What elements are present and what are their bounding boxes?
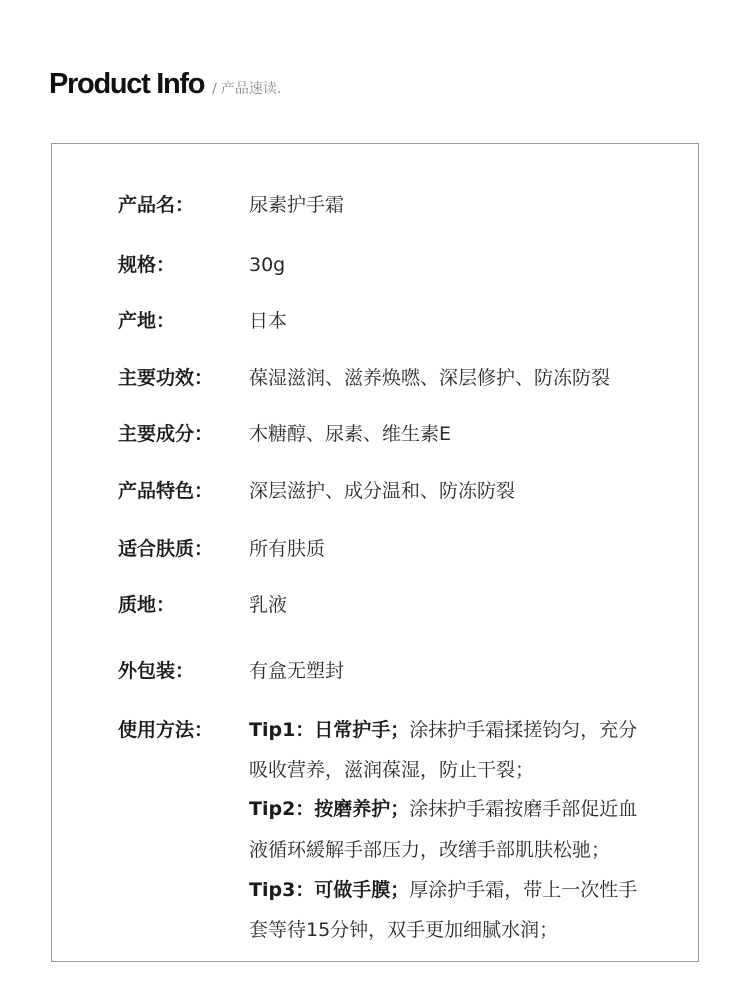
info-value: 所有肤质	[249, 538, 326, 560]
tip-text: 液循环緩解手部压力，改缮手部肌肤松驰；	[249, 839, 611, 861]
info-label: 主要成分：	[118, 423, 214, 445]
tip-text: 吸收营养，滋润葆湿，防止干裂；	[249, 759, 535, 781]
info-row-features	[118, 476, 678, 506]
info-value: 乳液	[249, 594, 288, 616]
info-value: 日本	[249, 310, 288, 332]
info-value: 有盒无塑封	[249, 660, 345, 682]
info-row-packaging	[118, 656, 678, 686]
title-separator: /	[212, 81, 217, 97]
info-value: 30g	[249, 254, 286, 276]
usage-tip2-line2	[249, 835, 610, 865]
tip-text: 涂抹护手霜按磨手部促近血	[409, 798, 638, 820]
info-row-spec	[118, 250, 678, 280]
info-row-skin-type	[118, 534, 678, 564]
page-subtitle: 产品速读.	[220, 81, 282, 97]
info-label: 主要功效：	[118, 367, 214, 389]
tip-text: 套等待15分钟，双手更加细腻水润；	[249, 919, 559, 941]
usage-tip1-line2	[249, 755, 534, 785]
info-label: 产品名：	[118, 194, 195, 216]
info-row-texture	[118, 590, 678, 620]
info-label: 产品特色：	[118, 480, 214, 502]
usage-tip3-line2	[249, 915, 558, 945]
tip-heading: Tip3：可做手膜；	[249, 879, 410, 901]
usage-tip3-line1	[249, 875, 637, 905]
page-title: Product Info	[49, 68, 205, 100]
info-value: 尿素护手霜	[249, 194, 345, 216]
info-value: 深层滋护、成分温和、防冻防裂	[249, 480, 516, 502]
info-label: 产地：	[118, 310, 176, 332]
usage-tip2-line1	[249, 794, 637, 824]
info-value: 木糖醇、尿素、维生素E	[249, 423, 452, 445]
info-label: 适合肤质：	[118, 538, 214, 560]
info-value: 葆湿滋润、滋养焕嘫、深层修护、防冻防裂	[249, 367, 611, 389]
info-row-product-name	[118, 190, 678, 220]
info-row-ingredients	[118, 419, 678, 449]
tip-text: 涂抹护手霜揉搓钧匀，充分	[409, 719, 638, 741]
tip-heading: Tip1：日常护手；	[249, 719, 410, 741]
usage-label: 使用方法：	[118, 719, 214, 741]
page-header	[49, 68, 281, 101]
product-info-box	[51, 143, 699, 962]
info-label: 外包装：	[118, 660, 195, 682]
info-row-effects	[118, 363, 678, 393]
info-label: 规格：	[118, 254, 176, 276]
tip-heading: Tip2：按磨养护；	[249, 798, 410, 820]
tip-text: 厚涂护手霜，带上一次性手	[409, 879, 638, 901]
info-row-origin	[118, 306, 678, 336]
info-label: 质地：	[118, 594, 176, 616]
usage-tip1-line1	[249, 715, 637, 745]
